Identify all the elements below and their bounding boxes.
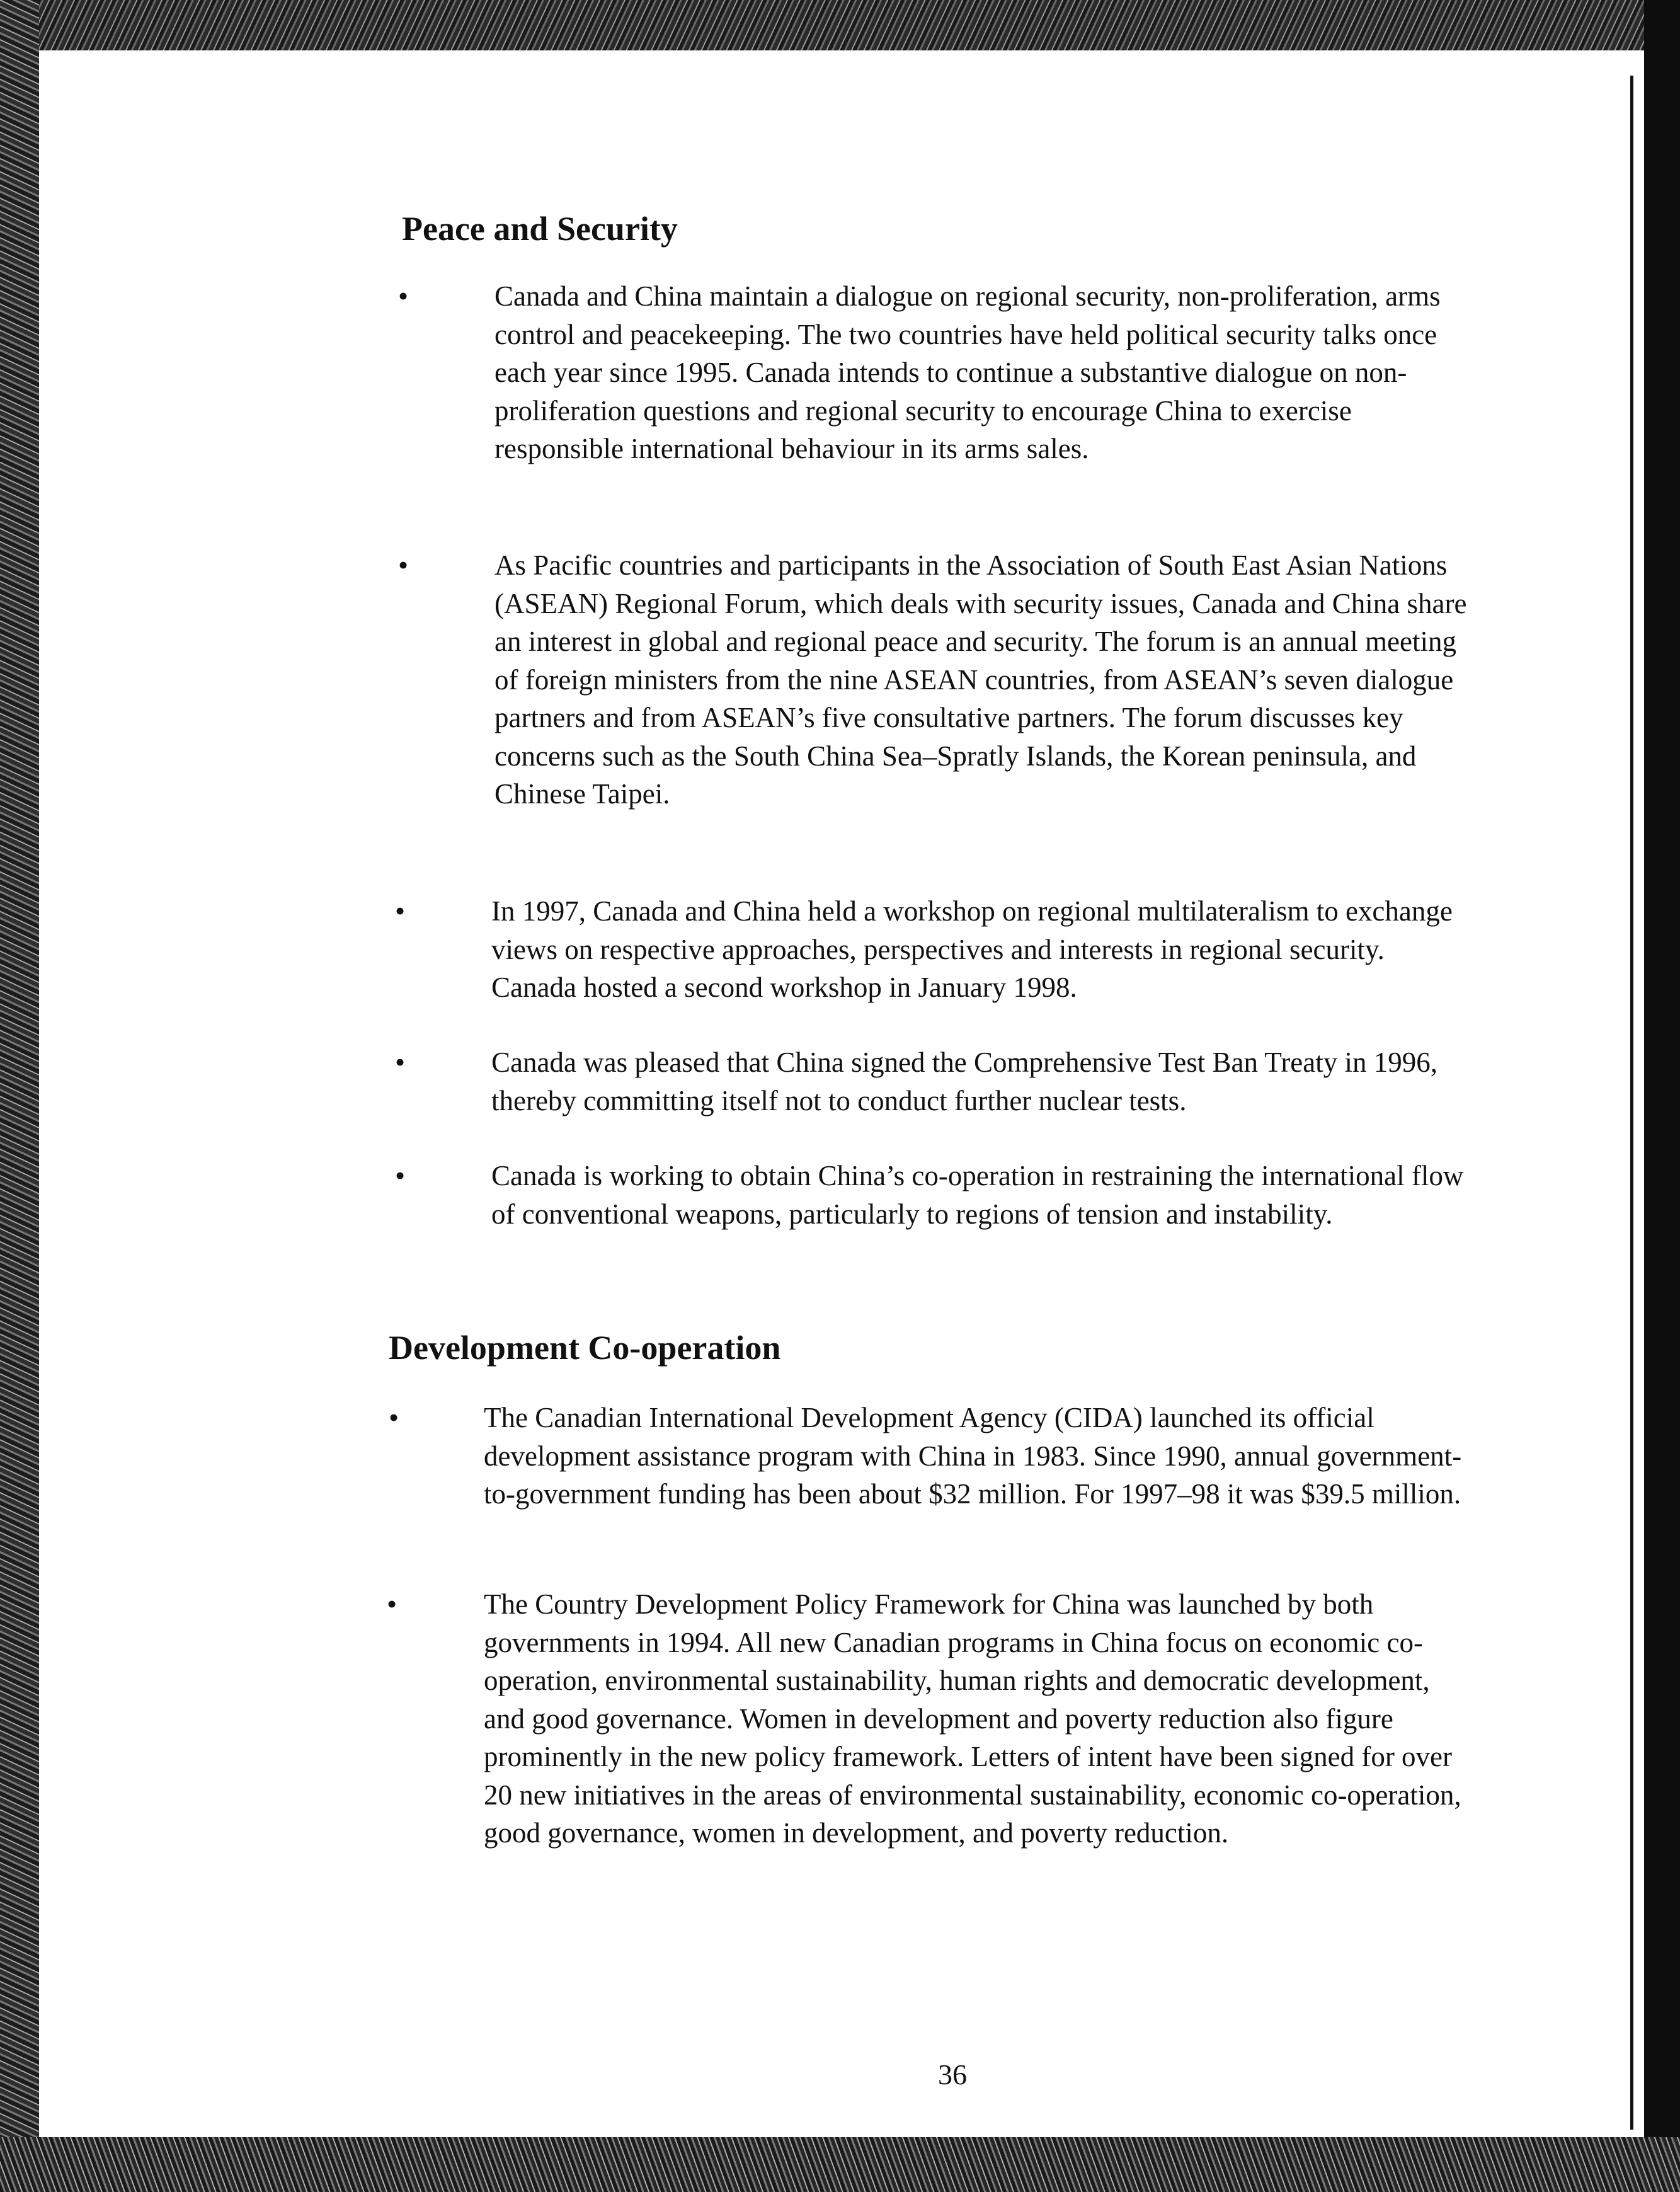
bullet-text: The Canadian International Development Agency (CIDA) launched its official development assistance program with China in 1983. Since 1990, annual government-to-government funding has been about $32 million. For 1997–98 it was $39.5 million. [484,1402,1462,1510]
bullet-text: Canada and China maintain a dialogue on regional security, non-proliferation, arms control and peacekeeping. The two countries have held political security talks once each year since 1995. Canada intends to continue a substantive dialogue on non-proliferation questions and regional security to encourage China to exercise responsible international behaviour in its arms sales. [494,280,1441,464]
bullet-text: Canada was pleased that China signed the Comprehensive Test Ban Treaty in 1996, thereby committing itself not to conduct further nuclear tests. [491,1047,1438,1116]
bullet-text: In 1997, Canada and China held a workshop on regional multilateralism to exchange views on respective approaches, perspectives and interests in regional security. Canada hosted a second workshop in January 1998. [491,895,1453,1003]
document-page [39,50,1630,2137]
bullet-text: The Country Development Policy Framework for China was launched by both governments in 1994. All new Canadian programs in China focus on economic co-operation, environmental sustainability, human rights and democratic development, and good governance. Women in development and poverty reduction also figure prominently in the new policy framework. Letters of intent have been signed for over 20 new initiatives in the areas of environmental sustainability, economic co-operation, good governance, women in development, and poverty reduction. [484,1588,1461,1849]
page-number: 36 [938,2058,967,2091]
section-heading-peace-security: Peace and Security [402,210,678,248]
bullet-icon: • [395,895,406,927]
bullet-icon: • [395,1046,406,1078]
section-heading-development-cooperation: Development Co-operation [389,1329,781,1367]
bullet-text: Canada is working to obtain China’s co-operation in restraining the international flow of conventional weapons, particularly to regions of tension and instability. [491,1160,1464,1230]
scan-border-top [0,0,1680,50]
bullet-icon: • [398,280,409,312]
scan-border-right [1644,0,1680,2192]
bullet-icon: • [389,1401,399,1433]
bullet-icon: • [398,549,409,581]
scan-border-left [0,0,39,2192]
page-edge-shadow [1630,76,1633,2130]
bullet-text: As Pacific countries and participants in the Association of South East Asian Nations (ASEAN) Regional Forum, which deals with security issues, Canada and China share an interest in global and regional peace and security. The forum is an annual meeting of foreign ministers from the nine ASEAN countries, from ASEAN’s seven dialogue partners and from ASEAN’s five consultative partners. The forum discusses key concerns such as the South China Sea–Spratly Islands, the Korean peninsula, and Chinese Taipei. [494,549,1467,810]
bullet-icon: • [395,1159,406,1191]
bullet-icon: • [387,1588,397,1620]
scan-border-bottom [0,2137,1680,2192]
